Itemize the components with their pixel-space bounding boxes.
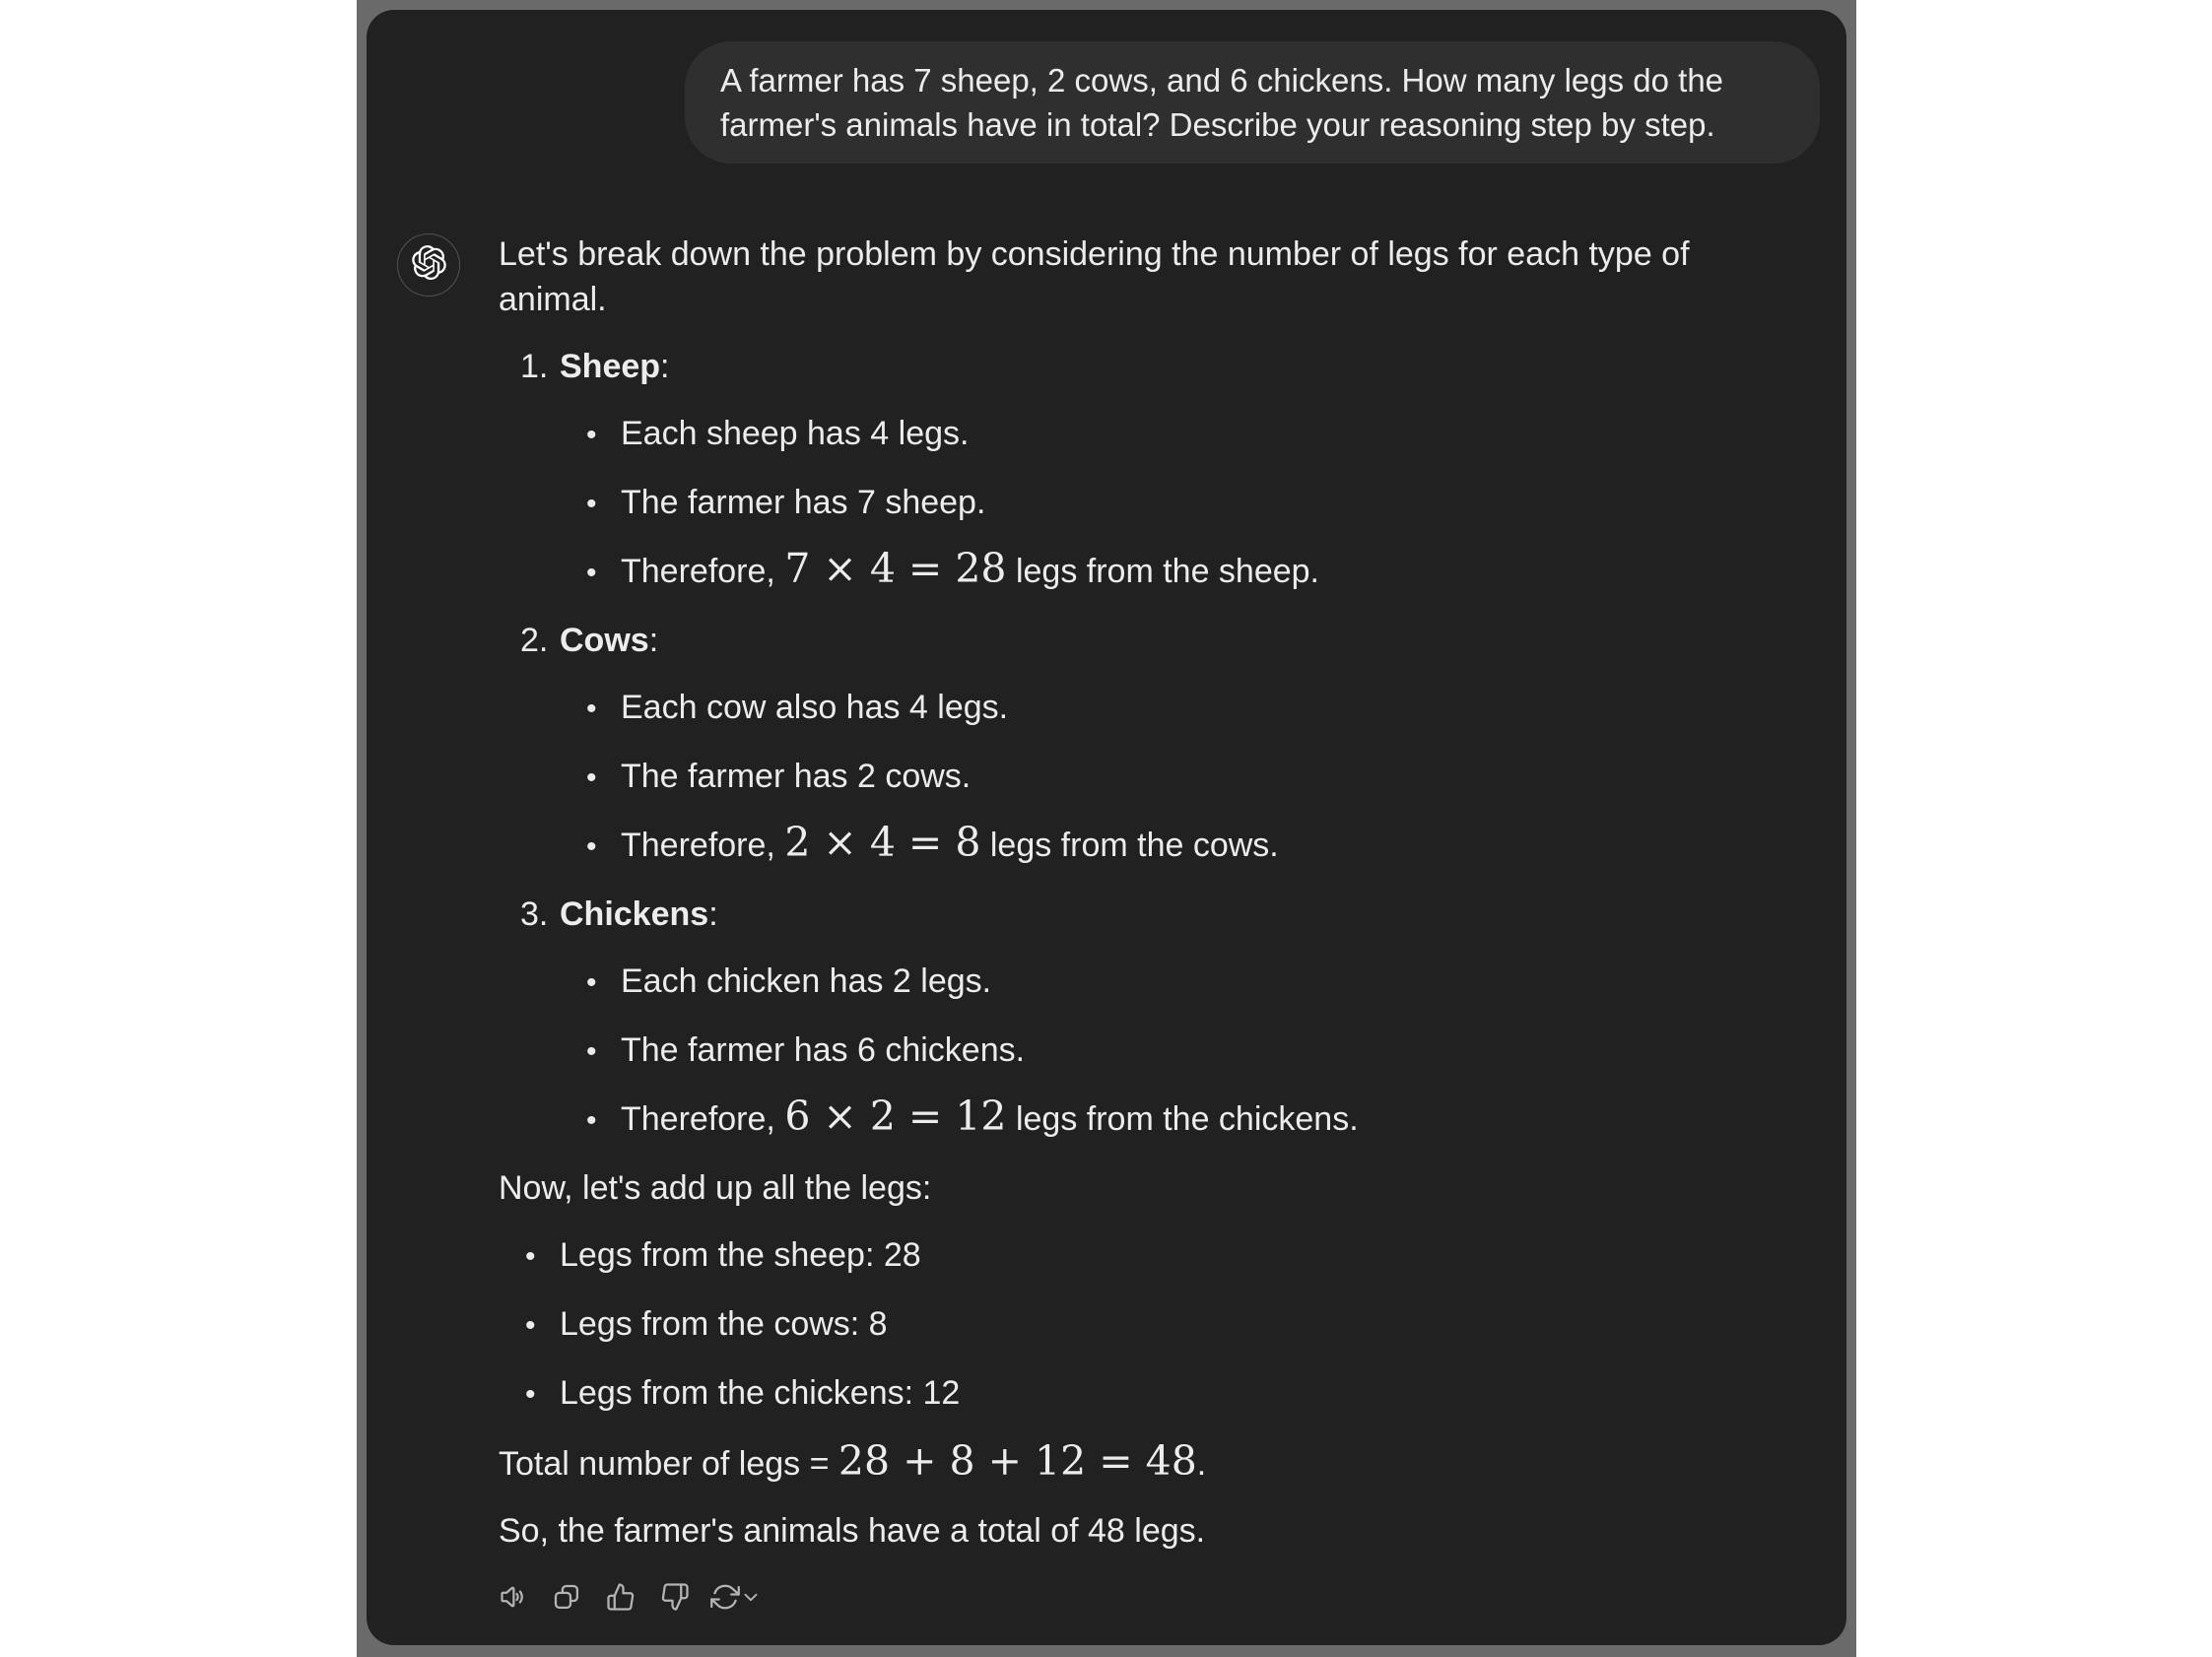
list-item-text: Each sheep has 4 legs. bbox=[621, 415, 970, 452]
openai-logo-icon bbox=[412, 245, 446, 285]
sum-intro: Now, let's add up all the legs: bbox=[499, 1169, 932, 1207]
thumbs-down-button[interactable] bbox=[654, 1575, 696, 1619]
section-colon: : bbox=[708, 895, 718, 933]
math-expression: 2 × 4 = 8 bbox=[784, 819, 981, 866]
user-message-text: A farmer has 7 sheep, 2 cows, and 6 chickens. How many legs do the farmer's animals have in total? Describe your reasoning step by step. bbox=[720, 62, 1724, 143]
math-expression: 7 × 4 = 28 bbox=[784, 545, 1007, 592]
read-aloud-button[interactable] bbox=[492, 1575, 533, 1619]
list-number: 2. bbox=[520, 622, 549, 659]
copy-icon bbox=[552, 1582, 581, 1612]
list-item-text: Legs from the chickens: 12 bbox=[560, 1374, 961, 1412]
regenerate-icon bbox=[710, 1582, 740, 1612]
list-item-text: Therefore, 7 × 4 = 28 legs from the sheep. bbox=[621, 545, 1320, 592]
math-expression: 6 × 2 = 12 bbox=[784, 1093, 1007, 1140]
assistant-intro: Let's break down the problem by considering the number of legs for each type of animal. bbox=[499, 235, 1690, 318]
list-item bbox=[586, 545, 1779, 596]
numbered-item-chickens bbox=[520, 892, 1779, 937]
math-expression: 28 + 8 + 12 = 48 bbox=[838, 1437, 1197, 1485]
list-item bbox=[586, 411, 1779, 458]
list-item-text: The farmer has 6 chickens. bbox=[621, 1031, 1026, 1069]
regenerate-button[interactable] bbox=[708, 1575, 764, 1619]
list-item bbox=[586, 1093, 1779, 1144]
list-item bbox=[586, 959, 1779, 1006]
numbered-item-cows bbox=[520, 618, 1779, 663]
thumbs-down-icon bbox=[660, 1582, 690, 1612]
thumbs-up-icon bbox=[606, 1582, 636, 1612]
numbered-item-sheep bbox=[520, 344, 1779, 389]
list-item-text: The farmer has 2 cows. bbox=[621, 758, 972, 795]
list-item-text: Therefore, 2 × 4 = 8 legs from the cows. bbox=[621, 819, 1279, 866]
total-line: Total number of legs = 28 + 8 + 12 = 48. bbox=[499, 1437, 1207, 1485]
section-colon: : bbox=[648, 622, 659, 659]
bullet-icon: • bbox=[586, 419, 597, 451]
bullet-icon: • bbox=[525, 1309, 536, 1342]
thumbs-up-button[interactable] bbox=[600, 1575, 641, 1619]
list-number: 3. bbox=[520, 895, 549, 933]
bullet-icon: • bbox=[586, 830, 597, 863]
section-heading bbox=[560, 344, 670, 389]
section-title: Cows bbox=[560, 622, 649, 659]
bullet-icon: • bbox=[525, 1378, 536, 1411]
speaker-icon bbox=[498, 1582, 527, 1612]
list-item-text: Each chicken has 2 legs. bbox=[621, 962, 992, 1000]
list-item-text: Each cow also has 4 legs. bbox=[621, 689, 1009, 726]
bullet-icon: • bbox=[586, 488, 597, 520]
section-colon: : bbox=[660, 348, 670, 385]
copy-button[interactable] bbox=[546, 1575, 587, 1619]
bullet-icon: • bbox=[586, 693, 597, 725]
list-item bbox=[586, 754, 1779, 801]
bullet-icon: • bbox=[586, 1035, 597, 1068]
section-heading bbox=[560, 892, 718, 937]
list-number: 1. bbox=[520, 348, 549, 385]
bullet-icon: • bbox=[586, 1104, 597, 1137]
list-item bbox=[586, 685, 1779, 732]
list-item bbox=[525, 1232, 1779, 1280]
list-item bbox=[586, 480, 1779, 527]
list-item bbox=[586, 819, 1779, 870]
bullet-icon: • bbox=[586, 557, 597, 589]
list-item bbox=[586, 1027, 1779, 1075]
list-item-text: Therefore, 6 × 2 = 12 legs from the chickens. bbox=[621, 1093, 1359, 1140]
list-item bbox=[525, 1301, 1779, 1349]
list-item-text: Legs from the cows: 8 bbox=[560, 1305, 888, 1343]
section-heading bbox=[560, 618, 658, 663]
bullet-icon: • bbox=[586, 762, 597, 794]
section-title: Chickens bbox=[560, 895, 709, 933]
list-item-text: Legs from the sheep: 28 bbox=[560, 1236, 921, 1274]
section-title: Sheep bbox=[560, 348, 661, 385]
chat-panel bbox=[367, 10, 1846, 1645]
list-item bbox=[525, 1370, 1779, 1418]
assistant-avatar bbox=[397, 233, 460, 297]
conclusion-line: So, the farmer's animals have a total of 48 legs. bbox=[499, 1512, 1206, 1550]
assistant-message bbox=[499, 232, 1779, 1619]
user-message-bubble bbox=[685, 41, 1820, 164]
message-actions bbox=[492, 1575, 1779, 1619]
list-item-text: The farmer has 7 sheep. bbox=[621, 484, 986, 521]
chevron-down-icon bbox=[740, 1586, 762, 1608]
bullet-icon: • bbox=[586, 966, 597, 999]
bullet-icon: • bbox=[525, 1240, 536, 1273]
window-frame bbox=[357, 0, 1856, 1657]
